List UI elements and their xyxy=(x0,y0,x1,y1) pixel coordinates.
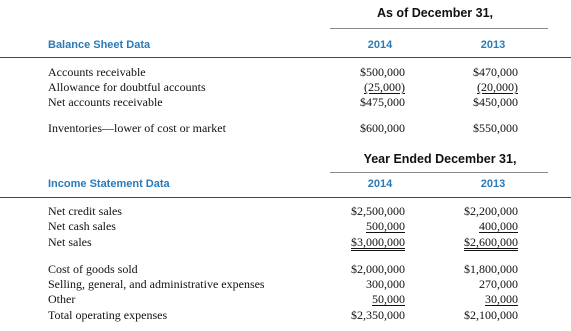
value-2013: $1,800,000 xyxy=(464,262,518,276)
income-period-title: Year Ended December 31, xyxy=(363,152,517,166)
period-divider xyxy=(330,172,548,173)
table-row xyxy=(0,262,571,278)
value-2014: 300,000 xyxy=(366,277,405,291)
value-2013: $2,200,000 xyxy=(464,204,518,218)
value-2014: $2,350,000 xyxy=(351,308,405,322)
value-2013: $550,000 xyxy=(473,121,518,135)
table-row xyxy=(0,277,571,293)
row-label: Allowance for doubtful accounts xyxy=(48,80,206,94)
table-row xyxy=(0,95,571,111)
value-2013: $450,000 xyxy=(473,95,518,109)
value-2014: 500,000 xyxy=(366,219,405,233)
value-2014: 50,000 xyxy=(372,292,405,306)
value-2013: $470,000 xyxy=(473,65,518,79)
value-2013: (20,000) xyxy=(477,80,518,94)
value-2014: $600,000 xyxy=(360,121,405,135)
row-label: Net accounts receivable xyxy=(48,95,163,109)
row-label: Selling, general, and administrative expenses xyxy=(48,277,265,291)
row-label: Cost of goods sold xyxy=(48,262,138,276)
income-header-rule xyxy=(0,197,571,198)
row-label: Other xyxy=(48,292,76,306)
income-year-2013: 2013 xyxy=(480,178,506,190)
value-2014: $2,500,000 xyxy=(351,204,405,218)
balance-period-title: As of December 31, xyxy=(376,6,494,20)
value-2014: $500,000 xyxy=(360,65,405,79)
table-row xyxy=(0,292,571,308)
row-label: Inventories—lower of cost or market xyxy=(48,121,226,135)
row-label: Net cash sales xyxy=(48,219,116,233)
value-2013: $2,600,000 xyxy=(464,235,518,249)
table-row xyxy=(0,308,571,324)
table-row xyxy=(0,65,571,81)
value-2013: 400,000 xyxy=(479,219,518,233)
value-2014: (25,000) xyxy=(364,80,405,94)
table-row xyxy=(0,204,571,220)
value-2013: $2,100,000 xyxy=(464,308,518,322)
row-label: Total operating expenses xyxy=(48,308,168,322)
row-label: Accounts receivable xyxy=(48,65,146,79)
table-row xyxy=(0,80,571,96)
balance-year-2013: 2013 xyxy=(480,39,506,51)
balance-header-rule xyxy=(0,57,571,58)
table-row xyxy=(0,235,571,251)
income-section-label: Income Statement Data xyxy=(48,178,170,190)
balance-year-2014: 2014 xyxy=(367,39,393,51)
value-2014: $475,000 xyxy=(360,95,405,109)
table-row xyxy=(0,219,571,235)
value-2014: $3,000,000 xyxy=(351,235,405,249)
row-label: Net sales xyxy=(48,235,92,249)
table-row xyxy=(0,121,571,137)
value-2013: 30,000 xyxy=(485,292,518,306)
period-divider xyxy=(330,28,548,29)
value-2013: 270,000 xyxy=(479,277,518,291)
row-label: Net credit sales xyxy=(48,204,122,218)
balance-section-label: Balance Sheet Data xyxy=(48,39,151,51)
value-2014: $2,000,000 xyxy=(351,262,405,276)
income-year-2014: 2014 xyxy=(367,178,393,190)
